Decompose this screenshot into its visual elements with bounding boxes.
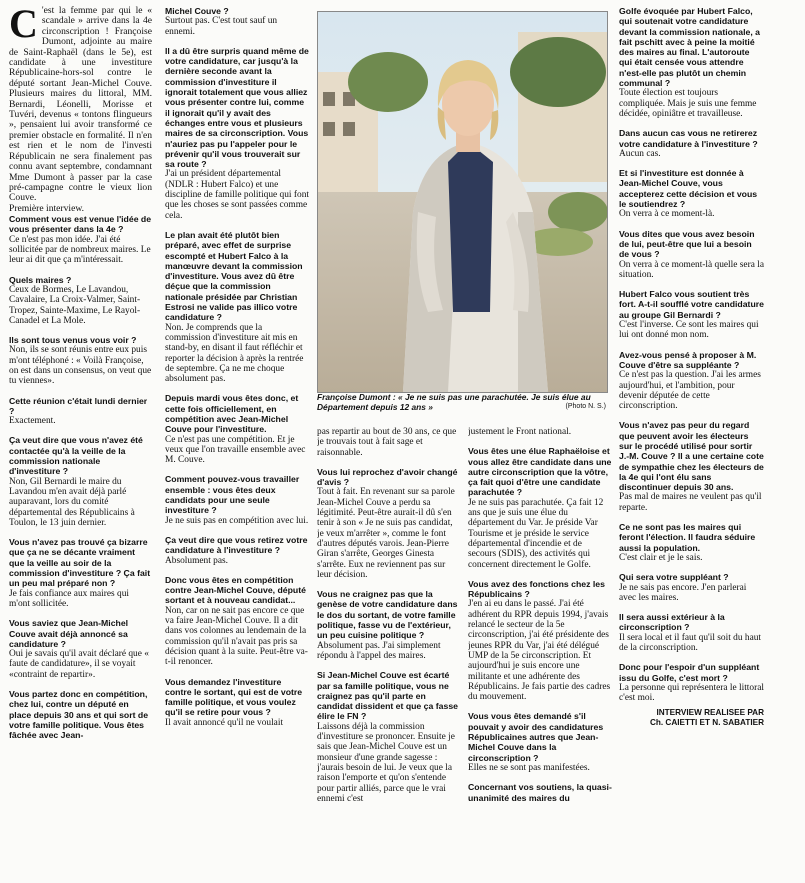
intro-paragraph: [9, 6, 152, 204]
interview-question: Golfe évoquée par Hubert Falco, qui soutenait votre candidature devant la commission nationale, a fait pschitt avec à peine la moitié des maires au final. L'autoroute qui était censée vous attendre n'est-elle pas plutôt un chemin communal ?: [619, 6, 760, 89]
interview-answer: On verra à ce moment-là.: [619, 209, 715, 220]
column-4: [468, 427, 612, 882]
interview-answer: Non, Gil Bernardi le maire du Lavandou m'en avait déjà parlé auparavant, lors du comité départemental des Républicains à Toulon, le 13 juin dernier.: [9, 476, 135, 528]
interview-question: Dans aucun cas vous ne retirerez votre candidature à l'investiture ?: [619, 128, 758, 149]
interview-answer: Je ne suis pas en compétition avec lui.: [165, 515, 309, 526]
interview-answer: Non, ils se sont réunis entre eux puis m'ont téléphoné : « Voilà Françoise, on est dans un consensus, on veut que tu viennes».: [9, 345, 152, 387]
interview-answer: Elles ne se sont pas manifestées.: [468, 762, 590, 773]
interview-question: Michel Couve ?: [165, 6, 229, 16]
interview-answer: Non. Je comprends que la commission d'investiture ait mis en stand-by, en disant il faut réfléchir et reporter la décision à après la rentrée de septembre. Ça ne me choque absolument pas.: [165, 322, 304, 385]
interview-question: Il sera aussi extérieur à la circonscription ?: [619, 612, 725, 633]
byline: [619, 708, 764, 728]
intro-last-line: Première interview.: [9, 202, 85, 214]
interview-answer: pas repartir au bout de 30 ans, ce que je trouvais tout à fait sage et raisonnable.: [317, 427, 457, 458]
interview-question: Concernant vos soutiens, la quasi-unanimité des maires du: [468, 782, 612, 803]
interview-question: Vous ne craignez pas que la genèse de votre candidature dans le dos du sortant, de votre famille politique, fasse vu de l'extérieur, un peu cuisine politique ?: [317, 589, 458, 641]
interview-answer: Il avait annoncé qu'il ne voulait: [165, 717, 284, 728]
interview-answer: Absolument pas.: [165, 555, 229, 566]
interview-question: Comment pouvez-vous travailler ensemble : vous êtes deux candidats pour une seule investiture ?: [165, 474, 300, 516]
interview-question: Donc pour l'espoir d'un suppléant issu du Golfe, c'est mort ?: [619, 662, 760, 683]
qa-list: [165, 6, 309, 728]
interview-answer: Il sera local et il faut qu'il soit du haut de la circonscription.: [619, 632, 762, 654]
intro-text: 'est la femme par qui le « scandale » arrive dans la 4e circonscription ! Françoise Dumont, adjointe au maire de Saint-Raphaël (dans le 5e), est candidate à une investiture Républicaine-hors-sol contre le député sortant Jean-Michel Couve. Plusieurs maires du littoral, MM. Bernardi, Léonelli, Morisse et Tuvéri, devenus « tontons flingueurs », pensaient lui avoir transformé ce premier obstacle en formalité. Il n'en est rien et le nom de l'investi Républicain ne sera finalement pas connu avant septembre, condamnant Mme Dumont à passer par la case pré-campagne contre le vieux lion Couve.: [9, 6, 152, 204]
interview-answer: Ce n'est pas mon idée. J'ai été sollicitée par de nombreux maires. Le leur ai dit que ça m'intéressait.: [9, 234, 151, 266]
interview-answer: Non, car on ne sait pas encore ce que va faire Jean-Michel Couve. Il a dit dans vos colonnes au lendemain de la commission qu'il n'avait pas pris sa décision quant à la suite. Peut-être va-t-il renoncer.: [165, 605, 308, 668]
interview-answer: Je fais confiance aux maires qui m'ont sollicitée.: [9, 588, 130, 609]
interview-question: Si Jean-Michel Couve est écarté par sa famille politique, vous ne craignez pas qu'il parte en candidat dissident et que ça fasse élire le FN ?: [317, 670, 458, 722]
interview-answer: Ceux de Bormes, Le Lavandou, Cavalaire, La Croix-Valmer, Saint-Tropez, Sainte-Maxime, Le Rayol-Canadel et La Mole.: [9, 284, 141, 326]
interview-answer: Oui je savais qu'il avait déclaré que « faute de candidature», il se voyait «contraint de repartir».: [9, 649, 149, 680]
interview-question: Vous partez donc en compétition, chez lui, contre un député en place depuis 30 ans et qui sort de votre famille politique. Vous êtes fâchée avec Jean-: [9, 689, 149, 741]
interview-question: Il a dû être surpris quand même de votre candidature, car jusqu'à la dernière seconde avant la commission d'investiture il ignorait totalement que vous alliez vous présenter contre lui, comme il ignorait qu'il y avait des échanges entre vous et plusieurs maires de sa circonscription. Vous n'auriez pas pu l'appeler pour le prévenir qu'il vous trouverait sur sa route ?: [165, 45, 309, 170]
interview-answer: Aucun cas.: [619, 148, 661, 159]
column-2: [165, 6, 309, 881]
portrait-illustration: [318, 12, 607, 392]
byline-line-2: Ch. CAIETTI ET N. SABATIER: [649, 717, 764, 727]
interview-question: Vous vous êtes demandé s'il pouvait y avoir des candidatures Républicaines autres que Jean-Michel Couve dans la circonscription ?: [468, 711, 604, 763]
column-3: [317, 427, 461, 882]
interview-answer: Toute élection est toujours compliquée. Mais je suis une femme décidée, opiniâtre et travailleuse.: [619, 88, 757, 119]
caption-quote: « Je ne suis pas une parachutée. Je suis élue au Département depuis 12 ans »: [317, 392, 591, 412]
interview-question: Avez-vous pensé à proposer à M. Couve d'être sa suppléante ?: [619, 349, 757, 370]
interview-answer: Surtout pas. C'est tout sauf un ennemi.: [165, 16, 278, 37]
interview-answer: justement le Front national.: [468, 427, 572, 437]
interview-question: Depuis mardi vous êtes donc, et cette fois officiellement, en compétition avec Jean-Michel Couve pour l'investiture.: [165, 393, 299, 435]
portrait-photo: [317, 11, 608, 393]
qa-list: [317, 427, 461, 804]
interview-answer: J'ai un président départemental (NDLR : Hubert Falco) et une discipline de famille politique qui font que les choses se sont passées comme cela.: [165, 169, 309, 221]
interview-question: Vous avez des fonctions chez les Républicains ?: [468, 578, 605, 600]
byline-line-1: INTERVIEW REALISEE PAR: [656, 707, 764, 717]
interview-question: Vous n'avez pas trouvé ça bizarre que ça ne se décante vraiment que la veille au soir de la commission d'investiture ? Ça fait un peu mal préparé non ?: [9, 537, 151, 589]
interview-question: Quels maires ?: [9, 274, 72, 285]
interview-answer: Tout à fait. En revenant sur sa parole Jean-Michel Couve a perdu sa légitimité. Peut-être aurait-il dû s'en tenir à son « Je ne suis pas candidat, je veux m'arrêter », comme le font d'autres députés varois. Jean-Pierre Giran s'arrête, Georges Ginesta s'arrête. Eux ne reviennent pas sur leur décision.: [317, 487, 455, 580]
interview-answer: Pas mal de maires ne veulent pas qu'il reparte.: [619, 492, 762, 513]
interview-answer: J'en ai eu dans le passé. J'ai été adhérent du RPR depuis 1994, j'avais relancé le secteur de la 5e circonscription, j'ai été présidente des jeunes RPR du Var, j'ai été délégué UMP de la 5e circonscription. Et aujourd'hui je suis encore une militante et une adhérente des Républicains. Je fais partie des cadres du mouvement.: [468, 599, 611, 703]
interview-answer: C'est l'inverse. Ce sont les maires qui lui ont donné mon nom.: [619, 320, 759, 341]
interview-question: Ce ne sont pas les maires qui feront l'élection. Il faudra séduire aussi la population.: [619, 522, 756, 553]
interview-answer: C'est clair et je le sais.: [619, 552, 703, 563]
interview-question: Ça veut dire que vous retirez votre candidature à l'investiture ?: [165, 534, 308, 556]
interview-answer: Je ne suis pas parachutée. Ça fait 12 ans que je suis une élue du département du Var. Je préside Var Tourisme et je préside le service départemental d'incendie et de secours (SDIS), des activités qui concernent directement le Golfe.: [468, 497, 604, 570]
interview-question: Vous êtes une élue Raphaëloise et vous allez être candidate dans une autre circonscription que la vôtre, ça fait quoi d'être une candidate parachutée ?: [468, 446, 612, 498]
interview-answer: On verra à ce moment-là quelle sera la situation.: [619, 259, 764, 280]
interview-answer: Laissons déjà la commission d'investiture se prononcer. Ensuite je sais que Jean-Michel Couve est un monsieur d'une grande sagesse : j'aurais besoin de lui. Je veux que la raison l'emporte et qu'on s'entende pour partir alliés, parce que le vrai ennemi c'est: [317, 721, 455, 804]
column-5: [619, 6, 764, 881]
interview-answer: Absolument pas. J'ai simplement répondu à l'appel des maires.: [317, 640, 441, 661]
drop-cap: C: [9, 6, 38, 46]
interview-question: Donc vous êtes en compétition contre Jean-Michel Couve, député sortant et à nouveau candidat...: [165, 574, 306, 606]
photo-caption: [317, 392, 606, 412]
column-1: [9, 6, 152, 881]
caption-name: Françoise Dumont :: [317, 392, 396, 402]
interview-question: Le plan avait été plutôt bien préparé, avec effet de surprise escompté et Hubert Falco à la manœuvre devant la commission d'investiture. Vous avez dû être déçue que la commission nationale présidée par Christian Estrosi ne valide pas illico votre candidature ?: [165, 229, 303, 323]
interview-answer: Ce n'est pas une compétition. Et je veux que l'on travaille ensemble avec M. Couve.: [165, 434, 306, 466]
interview-question: Vous saviez que Jean-Michel Couve avait déjà annoncé sa candidature ?: [9, 618, 129, 649]
interview-question: Vous n'avez pas peur du regard que peuvent avoir les électeurs sur le procédé utilisé pour sortir J.-M. Couve ? Il a une certaine cote de sympathie chez les électeurs de la 4e qui l'ont élu sans discontinuer depuis 30 ans.: [619, 420, 764, 493]
interview-question: Ça veut dire que vous n'avez été contactée qu'à la veille de la commission nationale d'investiture ?: [9, 435, 143, 477]
interview-question: Cette réunion c'était lundi dernier ?: [9, 395, 148, 416]
interview-question: Vous lui reprochez d'avoir changé d'avis ?: [317, 466, 458, 488]
interview-question: Qui sera votre suppléant ?: [619, 572, 729, 583]
qa-list: [619, 6, 764, 704]
interview-question: Comment vous est venue l'idée de vous présenter dans la 4e ?: [9, 214, 152, 235]
interview-question: Hubert Falco vous soutient très fort. A-t-il soufflé votre candidature au groupe Gil Bernardi ?: [619, 289, 764, 320]
interview-answer: Ce n'est pas la question. J'ai les armes aujourd'hui, et l'ambition, pour devenir députée de cette circonscription.: [619, 370, 761, 412]
interview-answer: La personne qui représentera le littoral c'est moi.: [619, 682, 764, 704]
qa-list: [9, 214, 152, 740]
interview-question: Ils sont tous venus vous voir ?: [9, 335, 137, 346]
photo-credit: (Photo N. S.): [565, 403, 606, 410]
interview-answer: Je ne sais pas encore. J'en parlerai avec les maires.: [619, 582, 747, 603]
interview-question: Vous demandez l'investiture contre le sortant, qui est de votre famille politique, et vous voulez qu'il se retire pour vous ?: [165, 676, 303, 718]
interview-answer: Exactement.: [9, 416, 56, 427]
interview-question: Vous dites que vous avez besoin de lui, peut-être que lui a besoin de vous ?: [619, 228, 755, 260]
qa-list: [468, 427, 612, 803]
interview-question: Et si l'investiture est donnée à Jean-Michel Couve, vous accepterez cette décision et vous le soutiendrez ?: [619, 168, 758, 210]
